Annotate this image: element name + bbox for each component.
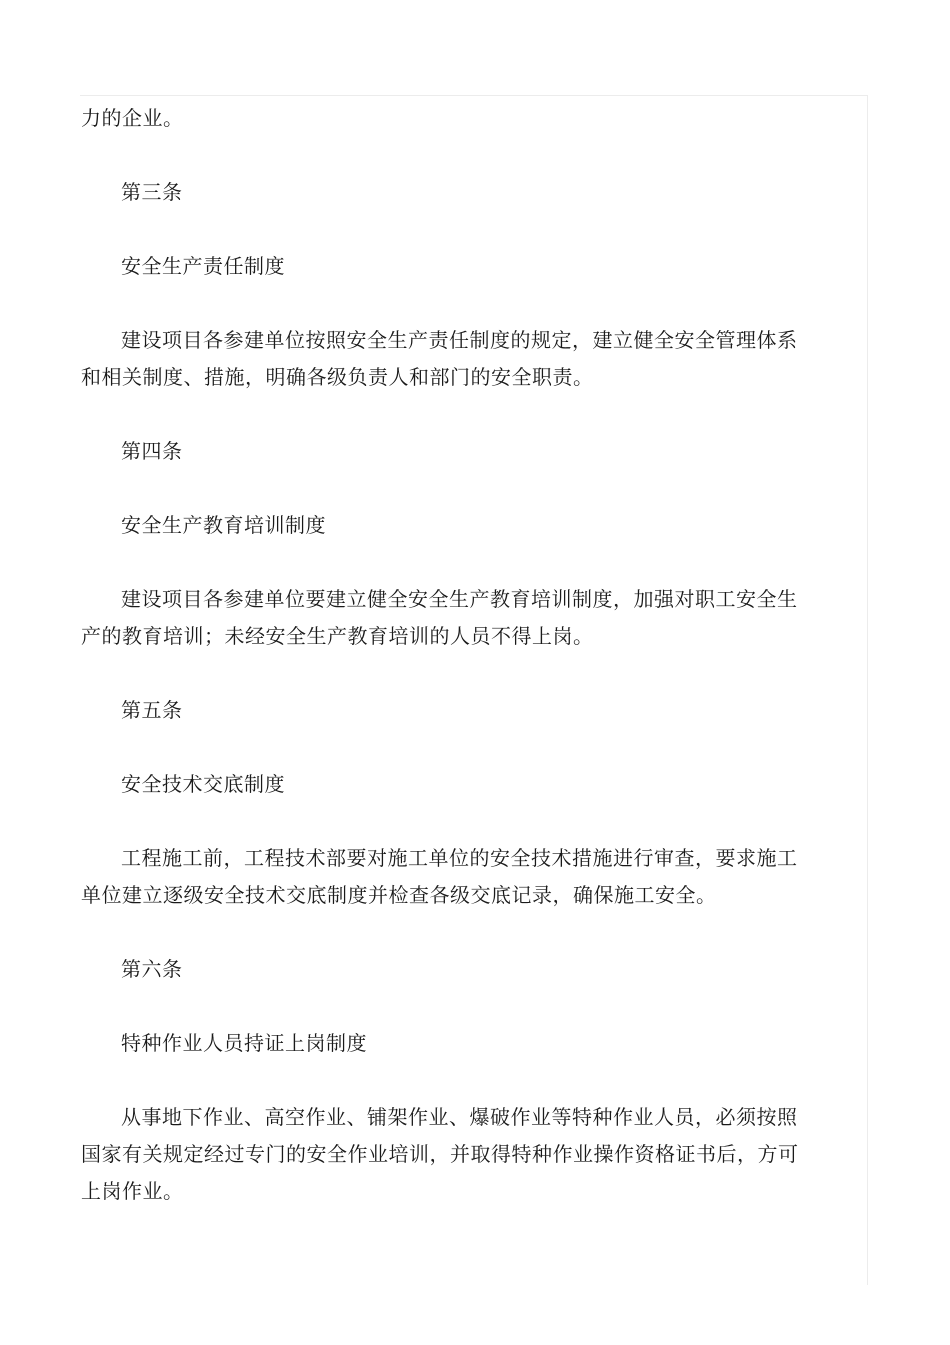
article-body-4: 建设项目各参建单位要建立健全安全生产教育培训制度，加强对职工安全生产的教育培训；未经安全生产教育培训的人员不得上岗。 <box>81 587 798 648</box>
article-body-6: 从事地下作业、高空作业、铺架作业、爆破作业等特种作业人员，必须按照国家有关规定经过专门的安全作业培训，并取得特种作业操作资格证书后，方可上岗作业。 <box>81 1105 799 1203</box>
article-body-5: 工程施工前，工程技术部要对施工单位的安全技术措施进行审查，要求施工单位建立逐级安全技术交底制度并检查各级交底记录，确保施工安全。 <box>81 846 798 907</box>
article-title-4: 安全生产教育培训制度 <box>121 513 326 537</box>
document-body <box>81 100 811 1210</box>
article-title-5: 安全技术交底制度 <box>121 772 285 796</box>
article-heading-3: 第三条 <box>121 180 183 204</box>
article-title-3: 安全生产责任制度 <box>121 254 285 278</box>
paragraph-continuation: 力的企业。 <box>81 106 184 130</box>
article-heading-5: 第五条 <box>121 698 183 722</box>
article-title-6: 特种作业人员持证上岗制度 <box>121 1031 367 1055</box>
article-heading-6: 第六条 <box>121 957 183 981</box>
article-body-3: 建设项目各参建单位按照安全生产责任制度的规定，建立健全安全管理体系和相关制度、措施，明确各级负责人和部门的安全职责。 <box>81 328 798 389</box>
article-heading-4: 第四条 <box>121 439 183 463</box>
